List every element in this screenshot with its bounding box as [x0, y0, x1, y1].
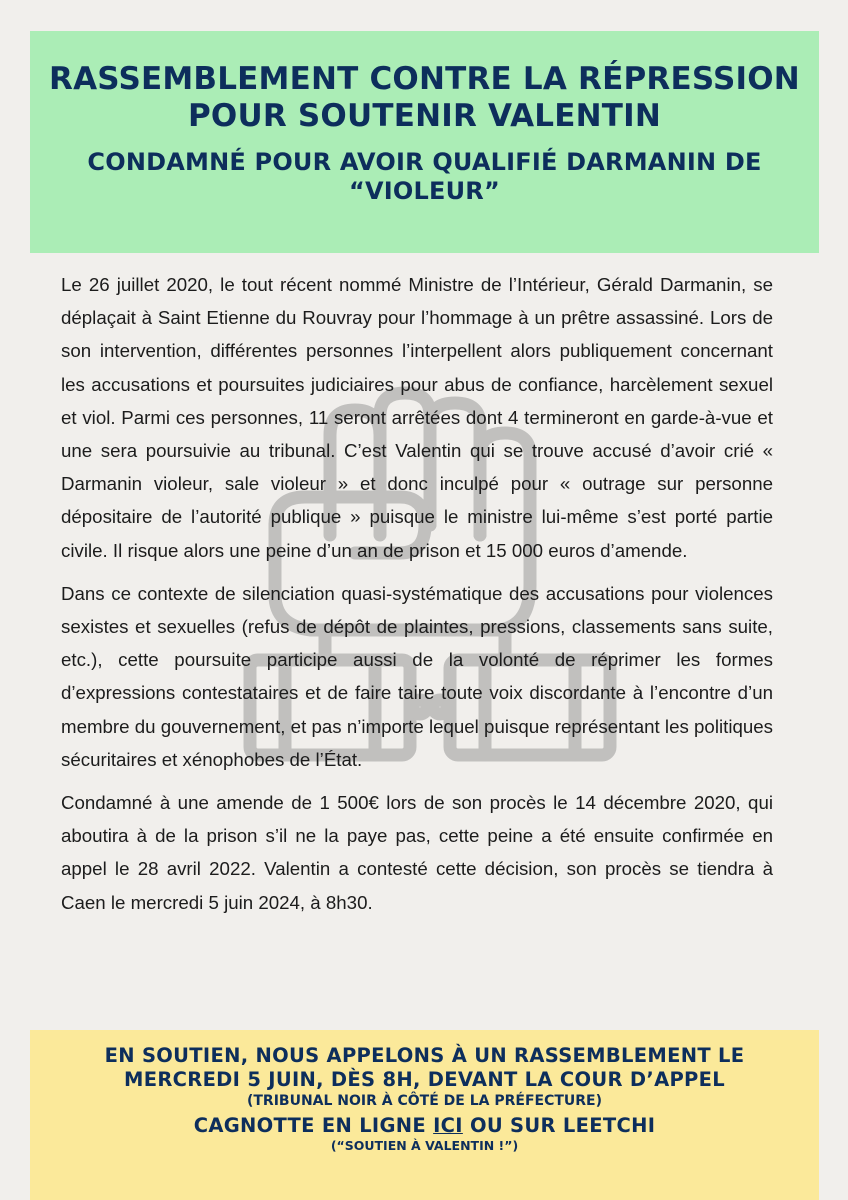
- fundraiser-text-after: OU SUR LEETCHI: [462, 1114, 656, 1137]
- fundraiser-note: (“SOUTIEN À VALENTIN !”): [330, 1138, 519, 1153]
- page-subtitle: CONDAMNÉ POUR AVOIR QUALIFIÉ DARMANIN DE “VIOLEUR”: [87, 148, 762, 205]
- paragraph-3: Condamné à une amende de 1 500€ lors de son procès le 14 décembre 2020, qui aboutira à de la prison s’il ne la paye pas, cette peine a été ensuite confirmée en appel le 28 avril 2022. Valentin a contesté cette décision, son procès se tiendra à Caen le mercredi 5 juin 2024, à 8h30.: [61, 792, 773, 913]
- fundraiser-line: [30, 1114, 819, 1138]
- paragraph-1: Le 26 juillet 2020, le tout récent nommé Ministre de l’Intérieur, Gérald Darmanin, se déplaçait à Saint Etienne du Rouvray pour l’hommage à un prêtre assassiné. Lors de son intervention, différentes personnes l’interpellent alors publiquement concernant les accusations et poursuites judiciaires pour abus de confiance, harcèlement sexuel et viol. Parmi ces personnes, 11 seront arrêtées dont 4 termineront en garde-à-vue et une sera poursuivie au tribunal. C’est Valentin qui se trouve accusé d’avoir crié « Darmanin violeur, sale violeur » et donc inculpé pour « outrage sur personne dépositaire de l’autorité publique » puisque le ministre lui-même s’est porté partie civile. Il risque alors une peine d’un an de prison et 15 000 euros d’amende.: [61, 274, 773, 561]
- rally-call-line-2: MERCREDI 5 JUIN, DÈS 8H, DEVANT LA COUR D’APPEL: [124, 1068, 725, 1091]
- page-title: RASSEMBLEMENT CONTRE LA RÉPRESSION POUR SOUTENIR VALENTIN: [49, 61, 800, 134]
- article-body: [61, 268, 773, 929]
- call-to-action-banner: [30, 1030, 819, 1200]
- rally-call-line-1: EN SOUTIEN, NOUS APPELONS À UN RASSEMBLEMENT LE: [104, 1044, 745, 1067]
- fundraiser-text-before: CAGNOTTE EN LIGNE: [193, 1114, 434, 1137]
- rally-location-note: (TRIBUNAL NOIR À CÔTÉ DE LA PRÉFECTURE): [246, 1093, 603, 1109]
- header-banner: [30, 31, 819, 253]
- paragraph-2: Dans ce contexte de silenciation quasi-systématique des accusations pour violences sexistes et sexuelles (refus de dépôt de plaintes, pressions, classements sans suite, etc.), cette poursuite participe aussi de la volonté de réprimer les formes d’expressions contestataires et de faire taire toute voix discordante à l’encontre d’un membre du gouvernement, et pas n’importe lequel puisque représentant les politiques sécuritaires et xénophobes de l’État.: [61, 582, 773, 770]
- fundraiser-link[interactable]: ICI: [433, 1114, 463, 1137]
